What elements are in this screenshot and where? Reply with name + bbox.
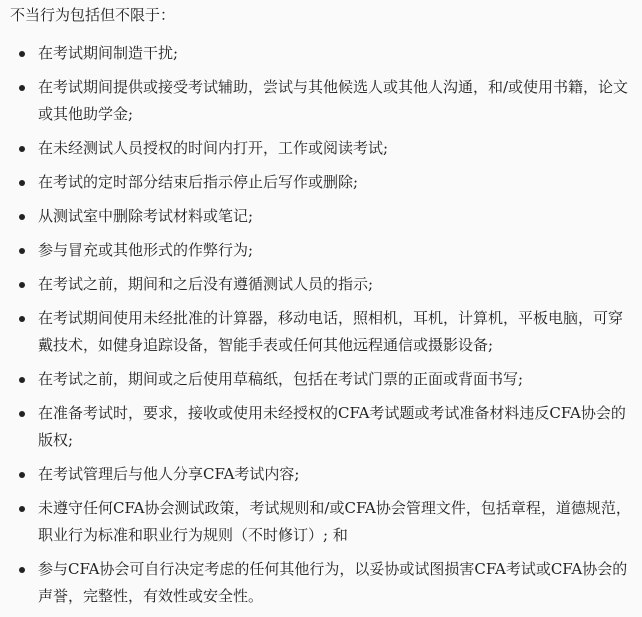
list-item bbox=[10, 203, 634, 230]
list-item bbox=[10, 495, 634, 549]
bullet-icon bbox=[19, 85, 25, 91]
list-item bbox=[10, 169, 634, 196]
misconduct-list bbox=[10, 40, 634, 610]
intro-text: 不当行为包括但不限于： bbox=[10, 6, 176, 24]
list-item bbox=[10, 400, 634, 454]
list-item-text: 参与冒充或其他形式的作弊行为; bbox=[38, 241, 254, 259]
list-item bbox=[10, 461, 634, 488]
list-item bbox=[10, 305, 634, 359]
bullet-icon bbox=[19, 248, 25, 254]
list-item-text: 在考试期间使用未经批准的计算器，移动电话，照相机，耳机，计算机，平板电脑，可穿戴技术，如健身追踪设备，智能手表或任何其他远程通信或摄影设备; bbox=[38, 309, 624, 354]
bullet-icon bbox=[19, 567, 25, 573]
list-item bbox=[10, 40, 634, 67]
bullet-icon bbox=[19, 377, 25, 383]
bullet-icon bbox=[19, 472, 25, 478]
list-item-text: 在考试期间制造干扰; bbox=[38, 44, 179, 62]
list-item bbox=[10, 135, 634, 162]
list-item-text: 在考试期间提供或接受考试辅助，尝试与其他候选人或其他人沟通，和/或使用书籍，论文或其他助学金; bbox=[38, 78, 629, 123]
list-item-text: 在准备考试时，要求，接收或使用未经授权的CFA考试题或考试准备材料违反CFA协会的版权; bbox=[38, 404, 626, 449]
list-item bbox=[10, 74, 634, 128]
bullet-icon bbox=[19, 316, 25, 322]
list-item-text: 参与CFA协会可自行决定考虑的任何其他行为，以妥协或试图损害CFA考试或CFA协会的声誉，完整性，有效性或安全性。 bbox=[38, 560, 628, 605]
list-item-text: 从测试室中删除考试材料或笔记; bbox=[38, 207, 254, 225]
bullet-icon bbox=[19, 180, 25, 186]
bullet-icon bbox=[19, 411, 25, 417]
list-item bbox=[10, 237, 634, 264]
bullet-icon bbox=[19, 506, 25, 512]
list-item bbox=[10, 556, 634, 610]
bullet-icon bbox=[19, 282, 25, 288]
list-item-text: 未遵守任何CFA协会测试政策，考试规则和/或CFA协会管理文件，包括章程，道德规范，职业行为标准和职业行为规则（不时修订）; 和 bbox=[38, 499, 631, 544]
list-item-text: 在考试之前，期间和之后没有遵循测试人员的指示; bbox=[38, 275, 374, 293]
bullet-icon bbox=[19, 51, 25, 57]
list-item-text: 在考试之前，期间或之后使用草稿纸，包括在考试门票的正面或背面书写; bbox=[38, 370, 524, 388]
list-item bbox=[10, 271, 634, 298]
bullet-icon bbox=[19, 214, 25, 220]
bullet-icon bbox=[19, 146, 25, 152]
list-item-text: 在考试的定时部分结束后指示停止后写作或删除; bbox=[38, 173, 359, 191]
list-item bbox=[10, 366, 634, 393]
list-item-text: 在考试管理后与他人分享CFA考试内容; bbox=[38, 465, 300, 483]
list-item-text: 在未经测试人员授权的时间内打开，工作或阅读考试; bbox=[38, 139, 389, 157]
